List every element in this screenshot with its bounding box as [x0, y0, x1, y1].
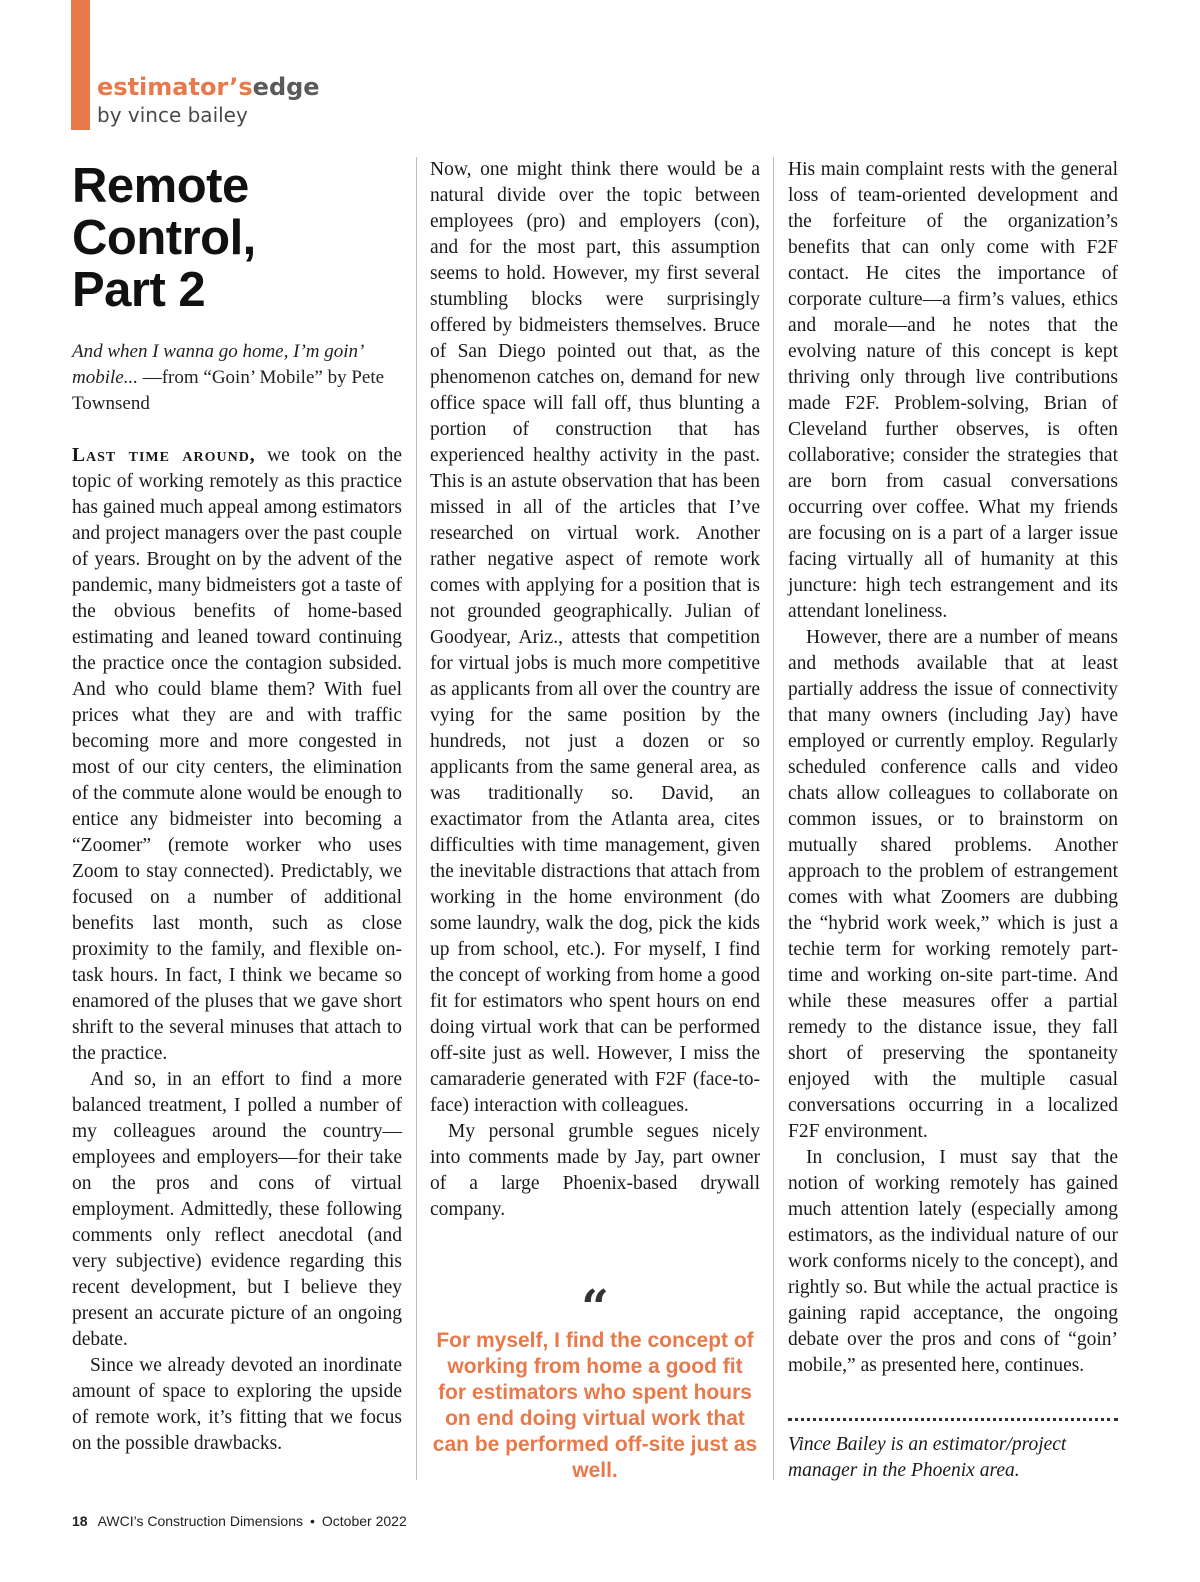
body-column-3 — [788, 157, 1118, 1379]
body-paragraph: His main complaint rests with the general loss of team-oriented development and the forfeiture of the organization’s benefits that can only come with F2F contact. He cites the importance of corporate culture—a firm’s values, ethics and morale—and he notes that the evolving nature of this concept is kept thriving only through live contributions made F2F. Problem-solving, Brian of Cleveland further observes, is often collaborative; consider the strategies that are born from casual conversations occurring over coffee. What my friends are focusing on is a part of a larger issue facing virtually all of humanity at this juncture: high tech estrangement and its attendant loneliness. — [788, 159, 1118, 622]
epigraph-source: —from “Goin’ Mobile” by Pete Townsend — [72, 367, 385, 414]
department-header — [97, 72, 320, 128]
body-paragraph: Since we already devoted an inordinate amount of space to exploring the upside of remote work, it’s fitting that we focus on the possible drawbacks. — [72, 1355, 402, 1454]
lead-in: Last time around, — [72, 445, 256, 466]
epigraph-quote: And when I wanna go home, I’m goin’ mobile... — [72, 341, 363, 388]
department-name: estimator’sedge — [97, 73, 320, 101]
pull-quote: For myself, I find the concept of working from home a good fit for estimators who spent hours on end doing virtual work that can be performed off-site just as well. — [432, 1329, 758, 1482]
epigraph — [72, 339, 407, 417]
body-paragraph: Now, one might think there would be a natural divide over the topic between employees (pro) and employers (con), and for the most part, this assumption seems to hold. However, my first several stumbling blocks were surprisingly offered by bidmeisters themselves. Bruce of San Diego pointed out that, as the phenomenon catches on, demand for new office space will fall off, thus blunting a portion of construction that has experienced healthy activity in the past. This is an astute observation that has been missed in all of the articles that I’ve researched on virtual work. Another rather negative aspect of remote work comes with applying for a position that is not grounded geographically. Julian of Goodyear, Ariz., attests that competition for virtual jobs is much more competitive as applicants from all over the country are vying for the same position by the hundreds, not just a dozen or so applicants from the same general area, as was traditionally so. David, an exactimator from the Atlanta area, cites difficulties with time management, given the inevitable distractions that attach from working in the home environment (do some laundry, walk the dog, pick the kids up from school, etc.). For myself, I find the concept of working from home a good fit for estimators who spent hours on end doing virtual work that can be performed off-site just as well. However, I miss the camaraderie generated with F2F (face-to-face) interaction with colleagues. — [430, 159, 760, 1116]
quote-mark-icon: “ — [581, 1280, 609, 1336]
column-divider — [773, 157, 774, 1480]
page-number: 18 — [72, 1513, 88, 1529]
issue-date: October 2022 — [321, 1513, 407, 1529]
body-column-2 — [430, 157, 760, 1223]
body-paragraph: In conclusion, I must say that the notion of working remotely has gained much attention lately (especially among estimators, as the individual nature of our work conforms nicely to the concept), and rightly so. But while the actual practice is gaining rapid acceptance, the ongoing debate over the pros and cons of “goin’ mobile,” as presented here, continues. — [788, 1147, 1118, 1376]
author-bio: Vince Bailey is an estimator/project manager in the Phoenix area. — [788, 1434, 1067, 1481]
page-footer — [72, 1513, 407, 1529]
dotted-divider — [788, 1418, 1118, 1421]
publication-name: AWCI’s Construction Dimensions — [97, 1513, 303, 1529]
footer-separator: • — [309, 1513, 315, 1529]
body-column-1 — [72, 443, 402, 1457]
column-divider — [416, 157, 417, 1480]
body-paragraph: My personal grumble segues nicely into comments made by Jay, part owner of a large Phoenix-based drywall company. — [430, 1121, 760, 1220]
body-paragraph: However, there are a number of means and methods available that at least partially address the issue of connectivity that many owners (including Jay) have employed or currently employ. Regularly scheduled conference calls and video chats allow colleagues to collaborate on common issues, or to brainstorm on mutually shared problems. Another approach to the problem of estrangement comes with what Zoomers are dubbing the “hybrid work week,” which is just a techie term for working remotely part-time and working on-site part-time. And while these measures offer a partial remedy to the distance issue, they fall short of preserving the spontaneity enjoyed with the multiple casual conversations occurring in a localized F2F environment. — [788, 627, 1118, 1142]
section-accent-bar — [71, 0, 90, 130]
department-byline: by vince bailey — [97, 103, 248, 127]
body-paragraph: Last time around, we took on the topic of working remotely as this practice has gained much appeal among estimators and project managers over the past couple of years. Brought on by the advent of the pandemic, many bidmeisters got a taste of the obvious benefits of home-based estimating and leaned toward continuing the practice once the contagion subsided. And who could blame them? With fuel prices what they are and with traffic becoming more and more congested in most of our city centers, the elimination of the commute alone would be enough to entice any bidmeister into becoming a “Zoomer” (remote worker who uses Zoom to stay connected). Predictably, we focused on a number of additional benefits last month, such as close proximity to the family, and flexible on-task hours. In fact, I think we became so enamored of the pluses that we gave short shrift to the several minuses that attach to the practice. — [72, 445, 402, 1064]
article-title: Remote Control, Part 2 — [72, 159, 256, 317]
body-paragraph: And so, in an effort to find a more balanced treatment, I polled a number of my colleagues around the country—employees and employers—for their take on the pros and cons of virtual employment. Admittedly, these following comments only reflect anecdotal (and very subjective) evidence regarding this recent development, but I believe they present an accurate picture of an ongoing debate. — [72, 1069, 402, 1350]
